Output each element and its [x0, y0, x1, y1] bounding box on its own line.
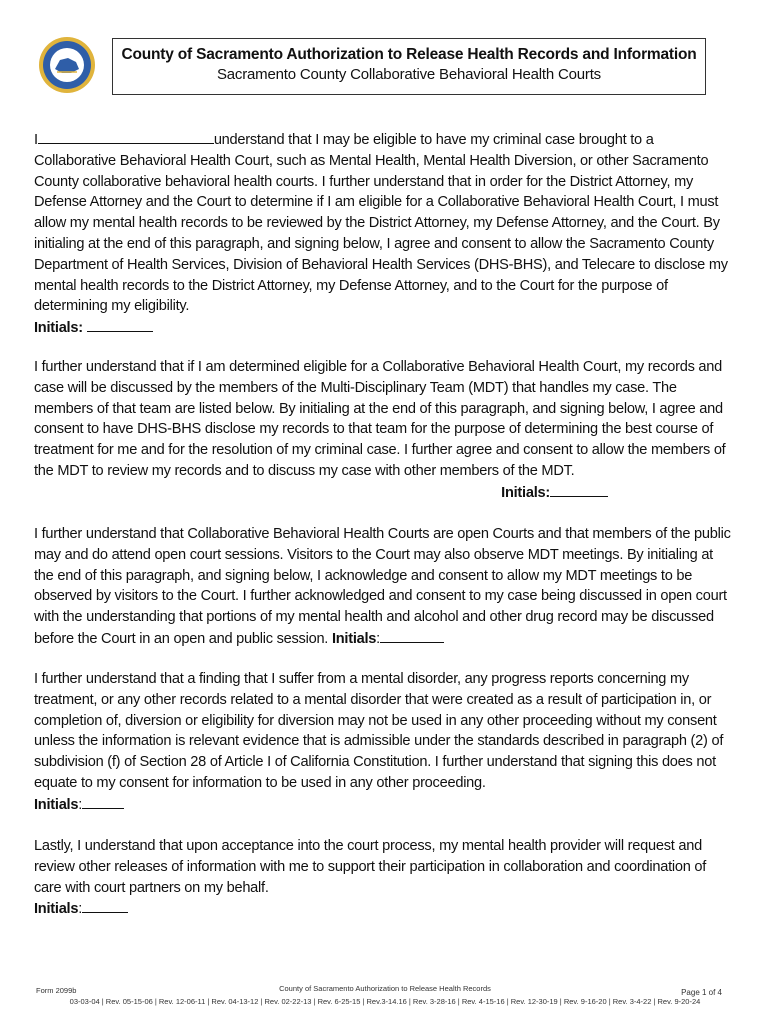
initials-field-3[interactable]	[380, 628, 444, 643]
initials-field-2[interactable]	[550, 482, 608, 497]
form-number: Form 2099b	[36, 986, 77, 995]
name-blank-field[interactable]	[38, 129, 214, 144]
initials-field-4[interactable]	[82, 794, 124, 809]
paragraph-mdt	[34, 357, 734, 504]
paragraph-mental-disorder: I further understand that a finding that I suffer from a mental disorder, any progress reports concerning my treatment, or any other records related to a mental disorder that were created as a result of participation in, or completion of, diversion or eligibility for diversion may not be used in any other proceeding without my consent unless the information is relevant evidence that is admissible under the standards described in paragraph (2) of subdivision (f) of Section 28 of Article I of California Constitution. I further understand that signing this does not equate to my consent for information to be used in any other proceeding. Initials:	[34, 671, 724, 813]
form-subtitle: Sacramento County Collaborative Behavioral Health Courts	[216, 66, 601, 83]
form-title: County of Sacramento Authorization to Release Health Records and Information	[121, 46, 697, 63]
initials-field-1[interactable]	[87, 317, 153, 332]
initials-label: Initials	[34, 901, 79, 918]
paragraph-releases: Lastly, I understand that upon acceptance into the court process, my mental health provider will request and review other releases of information with me to support their participation in collaboration and coordination of care with court partners on my behalf. Initials:	[34, 838, 707, 918]
paragraph-5-text: Lastly, I understand that upon acceptance into the court process, my mental health provider will request and review other releases of information with me to support their participation in collaboration and coordination of care with court partners on my behalf.	[34, 838, 707, 896]
paragraph-2-text: I further understand that if I am determined eligible for a Collaborative Behavioral Health Court, my records and case will be discussed by the members of the Multi-Disciplinary Team (MDT) that handles my case. The members of that team are listed below. By initialing at the end of this paragraph, and signing below, I agree and consent to have DHS-BHS disclose my records to that team for the purpose of determining the best course of treatment for me and for the resolution of my criminal case. I further agree and consent to allow the members of the MDT to review my records and to discuss my case with other members of the MDT.	[34, 359, 726, 479]
paragraph-eligibility	[34, 129, 734, 339]
paragraph-open-court: I further understand that Collaborative Behavioral Health Courts are open Courts and that members of the public may and do attend open court sessions. Visitors to the Court may also observe MDT meetings. By initialing at the end of this paragraph, and signing below, I acknowledge and consent to allow my MDT meetings to be observed by visitors to the Court. I further acknowledged and consent to my case being discussed in open court with the understanding that portions of my mental health and alcohol and other drug record may be discussed before the Court in an open and public session. Initials:	[34, 526, 731, 647]
paragraph-4-text: I further understand that a finding that I suffer from a mental disorder, any progress reports concerning my treatment, or any other records related to a mental disorder that were created as a result of participation in, or completion of, diversion or eligibility for diversion may not be used in any other proceeding without my consent unless the information is relevant evidence that is admissible under the standards described in paragraph (2) of subdivision (f) of Section 28 of Article I of California Constitution. I further understand that signing this does not equate to my consent for information to be used in any other proceeding.	[34, 671, 724, 791]
paragraph-1-text: understand that I may be eligible to have my criminal case brought to a Collaborative Behavioral Health Court, such as Mental Health, Mental Health Diversion, or other Sacramento County collaborative behavioral health courts. I further understand that in order for the District Attorney, my Defense Attorney and the Court to determine if I am eligible for a Collaborative Behavioral Health Court, I must allow my mental health records to be reviewed by the District Attorney, my Defense Attorney, and the Court. By initialing at the end of this paragraph, and signing below, I agree and consent to allow the Sacramento County Department of Health Services, Division of Behavioral Health Services (DHS-BHS), and Telecare to disclose my mental health records to the District Attorney, my Defense Attorney, and to the Court for the purpose of determining my eligibility.	[34, 132, 728, 315]
paragraph-3-text: I further understand that Collaborative Behavioral Health Courts are open Courts and that members of the public may and do attend open court sessions. Visitors to the Court may also observe MDT meetings. By initialing at the end of this paragraph, and signing below, I acknowledge and consent to allow my MDT meetings to be observed by visitors to the Court. I further acknowledged and consent to my case being discussed in open court with the understanding that portions of my mental health and alcohol and other drug record may be discussed before the Court in an open and public session.	[34, 526, 731, 647]
footer-title: County of Sacramento Authorization to Release Health Records	[279, 984, 491, 993]
initials-label: Initials:	[34, 320, 83, 337]
county-seal-icon	[38, 36, 96, 94]
initials-label: Initials	[34, 796, 79, 813]
revision-history: 03-03-04 | Rev. 05-15-06 | Rev. 12-06-11 | Rev. 04-13-12 | Rev. 02-22-13 | Rev. 6-25-15 | Rev.3-14.16 | Rev. 3-28-16 | Rev. 4-15-16 | Rev. 12-30-19 | Rev. 9-16-20 | Rev. 3-4-22 | Rev. 9-20-24	[69, 997, 701, 1006]
initials-label: Initials	[331, 630, 377, 647]
form-header	[112, 38, 706, 95]
page-number: Page 1 of 4	[681, 988, 722, 997]
initials-field-5[interactable]	[82, 898, 128, 913]
name-prefix: I	[34, 132, 38, 148]
initials-label: Initials:	[501, 484, 550, 501]
